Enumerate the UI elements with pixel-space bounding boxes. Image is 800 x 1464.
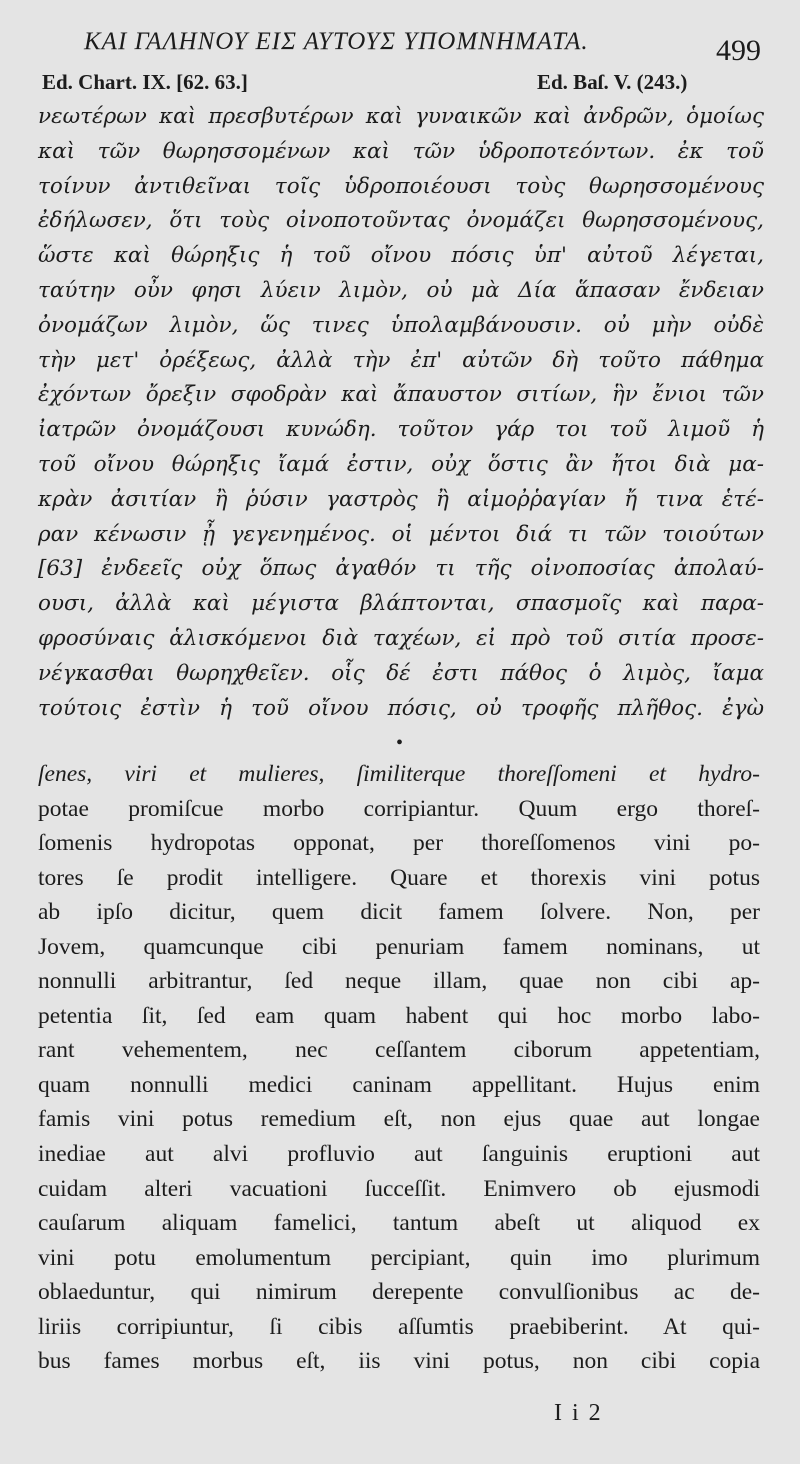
latin-text-line: bus fames morbus eſt, iis vini potus, non cibi copia: [38, 1348, 760, 1375]
greek-text-line: κρὰν ἀσιτίαν ἢ ῥύσιν γαστρὸς ἢ αἱμοῤῥαγίαν ἤ τινα ἑτέ-: [38, 486, 764, 512]
greek-text-line: ταύτην οὖν φησι λύειν λιμὸν, οὐ μὰ Δία ἅπασαν ἔνδειαν: [38, 277, 764, 303]
latin-text-line: oblaeduntur, qui nimirum derepente convulſionibus ac de-: [38, 1279, 760, 1306]
latin-text-line: famis vini potus remedium eſt, non ejus quae aut longae: [38, 1106, 760, 1133]
greek-text-line: ουσι, ἀλλὰ καὶ μέγιστα βλάπτονται, σπασμοῖς καὶ παρα-: [38, 591, 764, 617]
greek-text-line: [63] ἐνδεεῖς οὐχ ὅπως ἀγαθόν τι τῆς οἰνοποσίας ἀπολαύ-: [38, 556, 764, 582]
running-title: ΚΑΙ ΓΑΛΗΝΟΥ ΕΙΣ ΑΥΤΟΥΣ ΥΠΟΜΝΗΜΑΤΑ.: [84, 28, 589, 55]
latin-text-line: rant vehementem, nec ceſſantem ciborum appetentiam,: [38, 1037, 760, 1064]
greek-text-line: ὀνομάζων λιμὸν, ὥς τινες ὑπολαμβάνουσιν. οὐ μὴν οὐδὲ: [38, 312, 764, 338]
greek-text-line: τοῦ οἴνου θώρηξις ἴαμά ἐστιν, οὐχ ὅστις ἂν ἤτοι διὰ μα-: [38, 451, 764, 477]
edition-reference-basel: Ed. Baſ. V. (243.): [537, 70, 688, 94]
latin-text-line: ſenes, viri et mulieres, ſimiliterque thoreſſomeni et hydro-: [38, 761, 760, 787]
latin-text-line: liriis corripiuntur, ſi cibis aſſumtis praebiberint. At qui-: [38, 1313, 760, 1340]
greek-text-line: ραν κένωσιν ᾖ γεγενημένος. οἱ μέντοι διά τι τῶν τοιούτων: [38, 521, 764, 547]
latin-text-line: nonnulli arbitrantur, ſed neque illam, quae non cibi ap-: [38, 968, 760, 995]
greek-text-line: τούτοις ἐστὶν ἡ τοῦ οἴνου πόσις, οὐ τροφῆς πλῆθος. ἐγὼ: [38, 695, 764, 721]
greek-text-line: νεωτέρων καὶ πρεσβυτέρων καὶ γυναικῶν καὶ ἀνδρῶν, ὁμοίως: [38, 104, 764, 129]
greek-text-line: ὥστε καὶ θώρηξις ἡ τοῦ οἴνου πόσις ὑπ' αὐτοῦ λέγεται,: [38, 243, 764, 269]
latin-text-line: quam nonnulli medici caninam appellitant. Hujus enim: [38, 1071, 760, 1098]
greek-text-line: φροσύναις ἁλισκόμενοι διὰ ταχέων, εἰ πρὸ τοῦ σιτία προσε-: [38, 625, 764, 651]
greek-text-block: [38, 100, 764, 726]
separator-mark: •: [396, 732, 404, 754]
greek-text-line: καὶ τῶν θωρησσομένων καὶ τῶν ὑδροποτεόντων. ἐκ τοῦ: [38, 138, 764, 164]
greek-text-line: ἐδήλωσεν, ὅτι τοὺς οἰνοποτοῦντας ὀνομάζει θωρησσομένους,: [38, 208, 764, 234]
latin-text-line: Jovem, quamcunque cibi penuriam famem nominans, ut: [38, 933, 760, 960]
latin-text-line: inediae aut alvi profluvio aut ſanguinis eruptioni aut: [38, 1141, 760, 1168]
latin-text-line: ab ipſo dicitur, quem dicit famem ſolvere. Non, per: [38, 899, 760, 926]
latin-text-line: potae promiſcue morbo corripiantur. Quum ergo thoreſ-: [38, 795, 760, 822]
latin-text-line: ſomenis hydropotas opponat, per thoreſſomenos vini po-: [38, 830, 760, 857]
greek-text-line: τοίνυν ἀντιθεῖναι τοῖς ὑδροποιέουσι τοὺς θωρησσομένους: [38, 173, 764, 199]
greek-text-line: ἐχόντων ὄρεξιν σφοδρὰν καὶ ἄπαυστον σιτίων, ἣν ἔνιοι τῶν: [38, 382, 764, 408]
signature-mark: I i 2: [554, 1400, 603, 1426]
latin-text-line: cuidam alteri vacuationi ſucceſſit. Enimvero ob ejusmodi: [38, 1175, 760, 1202]
latin-text-line: petentia ſit, ſed eam quam habent qui hoc morbo labo-: [38, 1002, 760, 1029]
greek-text-line: νέγκασθαι θωρηχθεῖεν. οἷς δέ ἐστι πάθος ὁ λιμὸς, ἴαμα: [38, 660, 764, 686]
latin-translation-block: [38, 757, 760, 1379]
latin-text-line: cauſarum aliquam famelici, tantum abeſt ut aliquod ex: [38, 1210, 760, 1237]
latin-text-line: vini potu emolumentum percipiant, quin imo plurimum: [38, 1244, 760, 1271]
latin-text-line: tores ſe prodit intelligere. Quare et thorexis vini potus: [38, 864, 760, 891]
edition-reference-chartier: Ed. Chart. IX. [62. 63.]: [42, 70, 248, 94]
greek-text-line: τὴν μετ' ὀρέξεως, ἀλλὰ τὴν ἐπ' αὐτῶν δὴ τοῦτο πάθημα: [38, 347, 764, 373]
greek-text-line: ἰατρῶν ὀνομάζουσι κυνώδη. τοῦτον γάρ τοι τοῦ λιμοῦ ἡ: [38, 417, 764, 443]
page-number: 499: [716, 34, 761, 67]
